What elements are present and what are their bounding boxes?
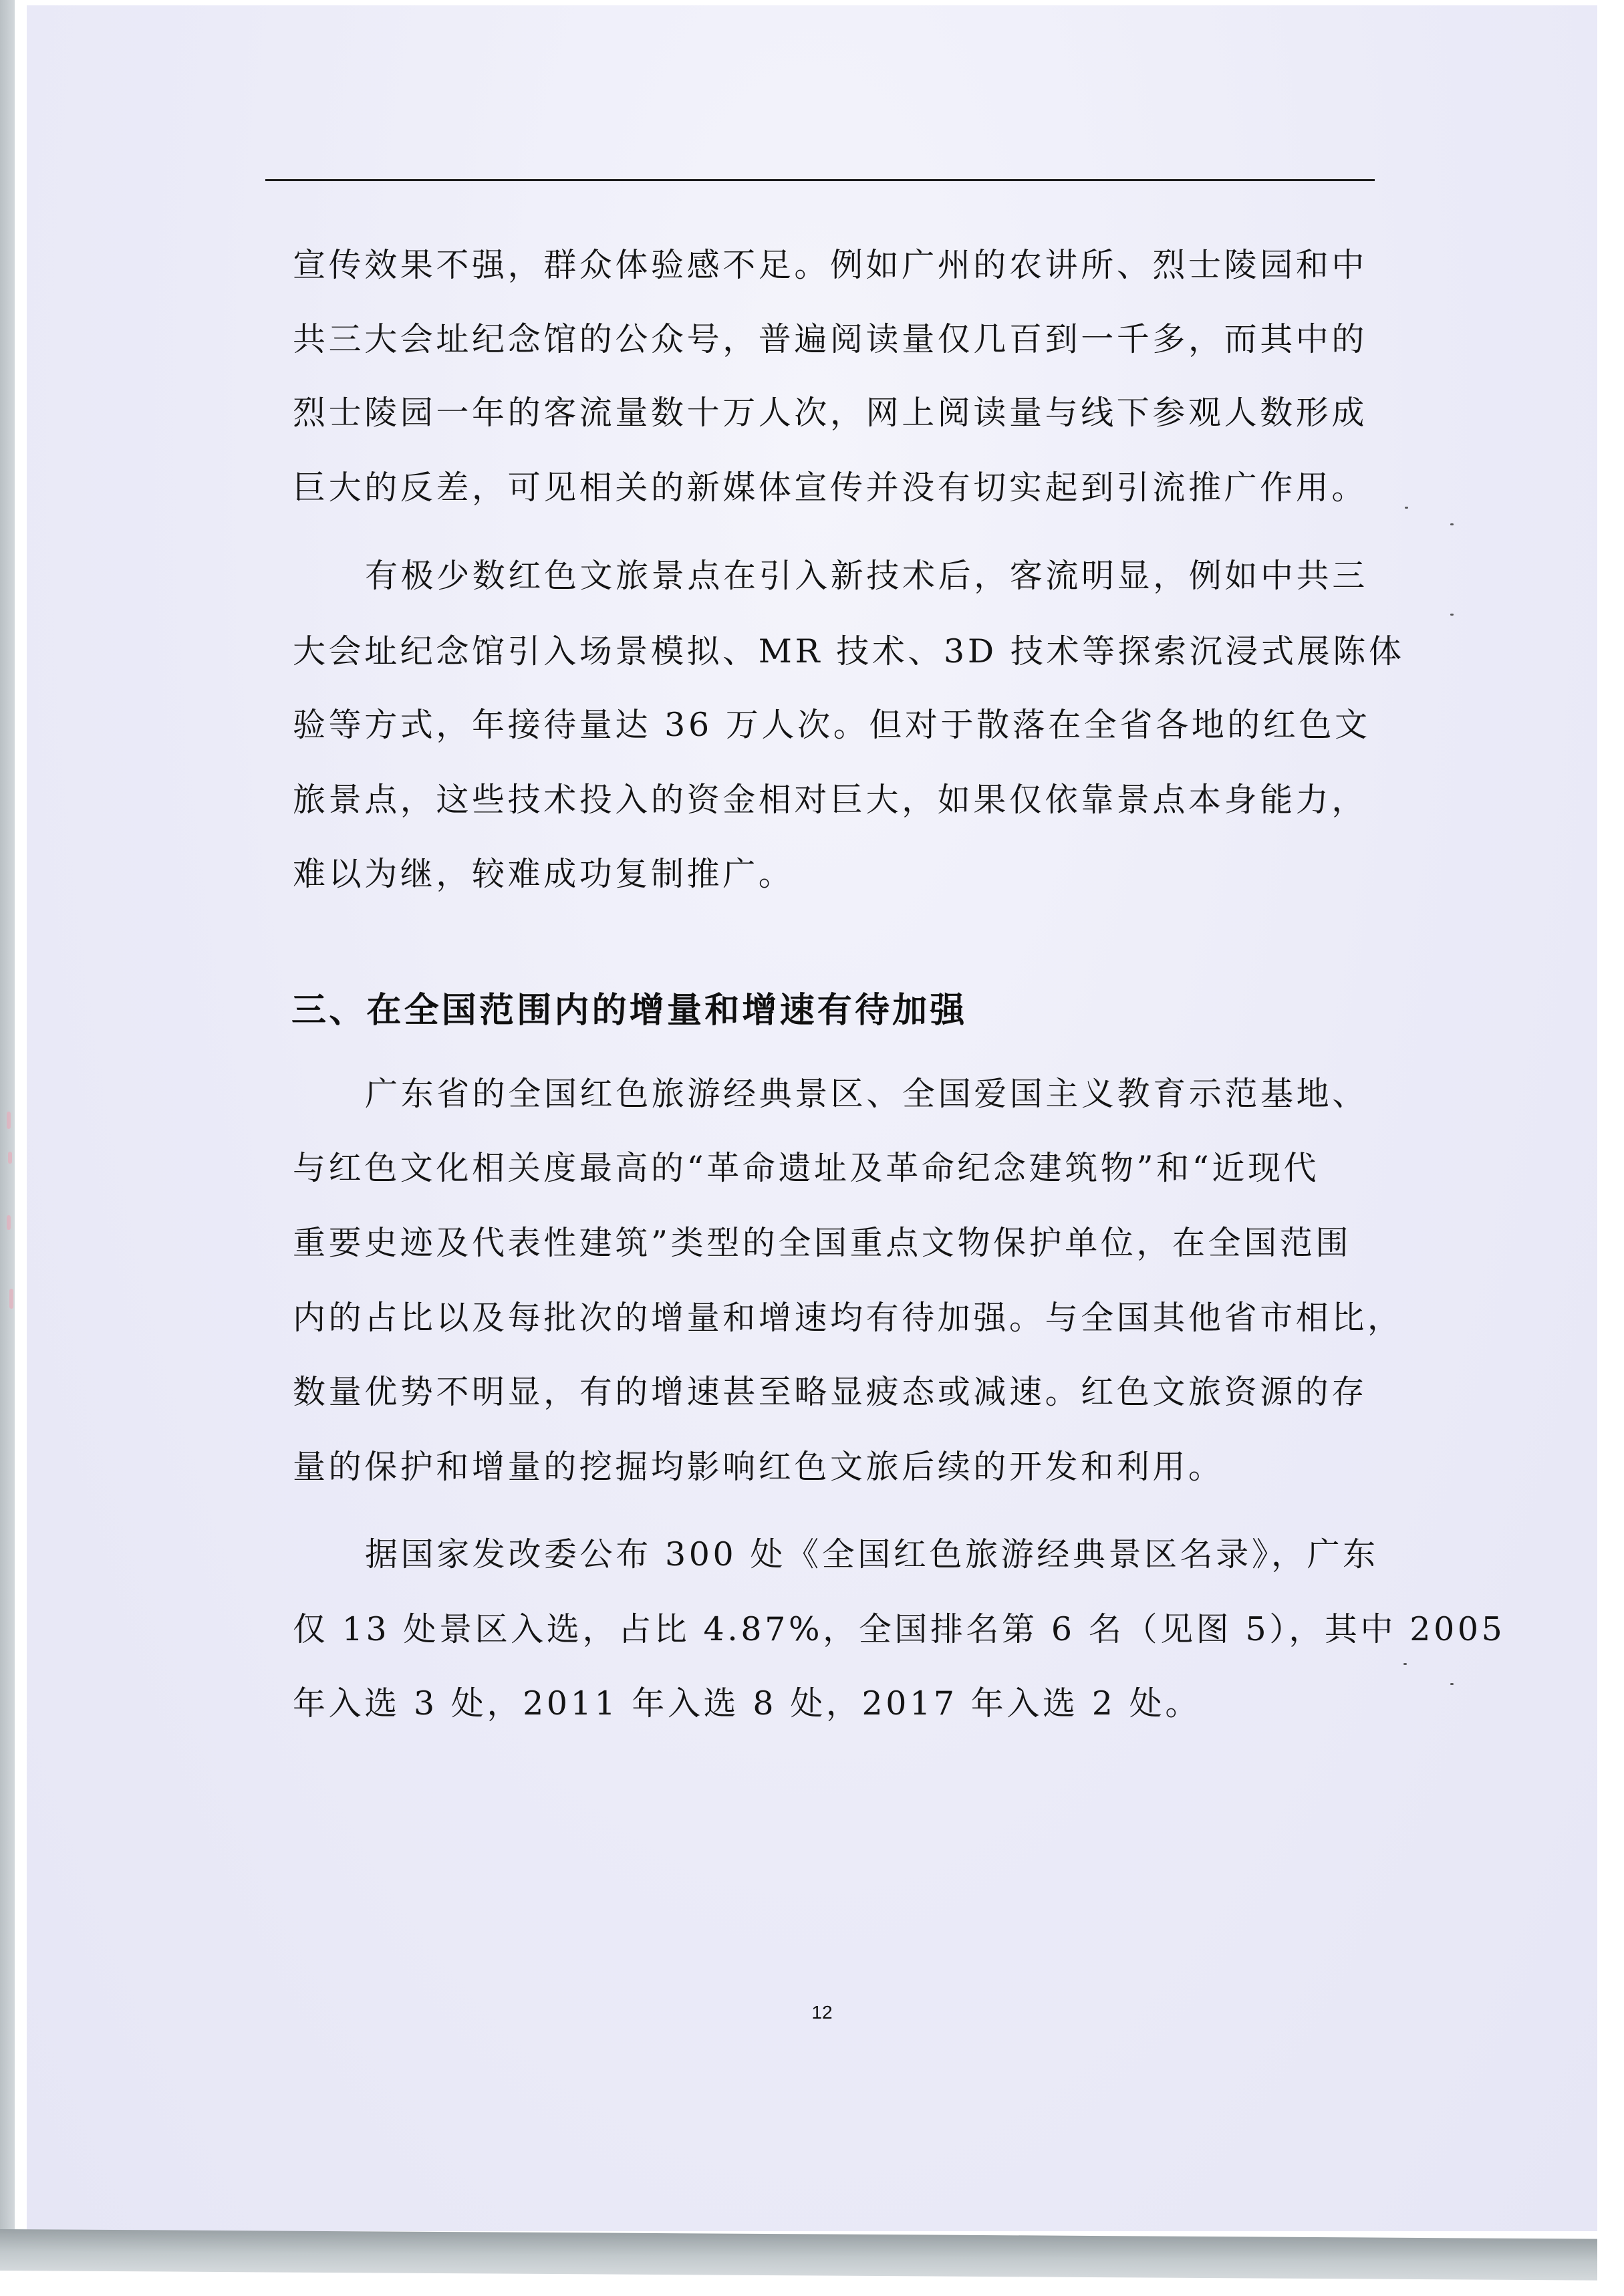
scan-speck [1403,1663,1407,1665]
scan-speck [1450,523,1454,525]
header-rule [265,179,1375,181]
paragraph-4-line-1: 据国家发改委公布 300 处《全国红色旅游经典景区名录》，广东 [365,1535,1379,1573]
scan-mark [9,1289,13,1309]
paragraph-3-line-2: 与红色文化相关度最高的“革命遗址及革命纪念建筑物”和“近现代 [293,1149,1320,1187]
paragraph-2-line-3: 验等方式，年接待量达 36 万人次。但对于散落在全省各地的红色文 [293,706,1371,744]
paragraph-1-line-1: 宣传效果不强，群众体验感不足。例如广州的农讲所、烈士陵园和中 [293,246,1368,284]
paragraph-3-line-5: 数量优势不明显，有的增速甚至略显疲态或减速。红色文旅资源的存 [293,1373,1368,1411]
paragraph-3-line-6: 量的保护和增量的挖掘均影响红色文旅后续的开发和利用。 [293,1448,1224,1486]
paragraph-4-line-2: 仅 13 处景区入选，占比 4.87%，全国排名第 6 名（见图 5），其中 2005 [293,1610,1506,1648]
page-number: 12 [811,2002,833,2023]
scan-mark [8,1152,12,1164]
scan-speck [1450,614,1454,616]
scan-speck [1450,1683,1454,1685]
paragraph-4-line-3: 年入选 3 处，2011 年入选 8 处，2017 年入选 2 处。 [293,1684,1201,1723]
paragraph-3-line-4: 内的占比以及每批次的增量和增速均有待加强。与全国其他省市相比， [293,1299,1403,1337]
paragraph-2-line-1: 有极少数红色文旅景点在引入新技术后，客流明显，例如中共三 [365,557,1368,595]
scan-bottom-edge [0,2229,1597,2281]
paragraph-3-line-1: 广东省的全国红色旅游经典景区、全国爱国主义教育示范基地、 [365,1075,1368,1113]
paragraph-2-line-4: 旅景点，这些技术投入的资金相对巨大，如果仅依靠景点本身能力， [293,781,1368,819]
paragraph-3-line-3: 重要史迹及代表性建筑”类型的全国重点文物保护单位，在全国范围 [293,1224,1352,1262]
paragraph-1-line-2: 共三大会址纪念馆的公众号，普遍阅读量仅几百到一千多，而其中的 [293,320,1368,358]
paragraph-1-line-4: 巨大的反差，可见相关的新媒体宣传并没有切实起到引流推广作用。 [293,469,1368,507]
scan-speck [1405,507,1408,509]
scan-mark [7,1112,11,1129]
paragraph-1-line-3: 烈士陵园一年的客流量数十万人次，网上阅读量与线下参观人数形成 [293,394,1368,432]
paragraph-2-line-2: 大会址纪念馆引入场景模拟、MR 技术、3D 技术等探索沉浸式展陈体 [293,632,1405,670]
section-heading: 三、在全国范围内的增量和增速有待加强 [291,991,968,1031]
scan-mark [7,1215,11,1230]
paragraph-2-line-5: 难以为继，较难成功复制推广。 [293,855,795,893]
